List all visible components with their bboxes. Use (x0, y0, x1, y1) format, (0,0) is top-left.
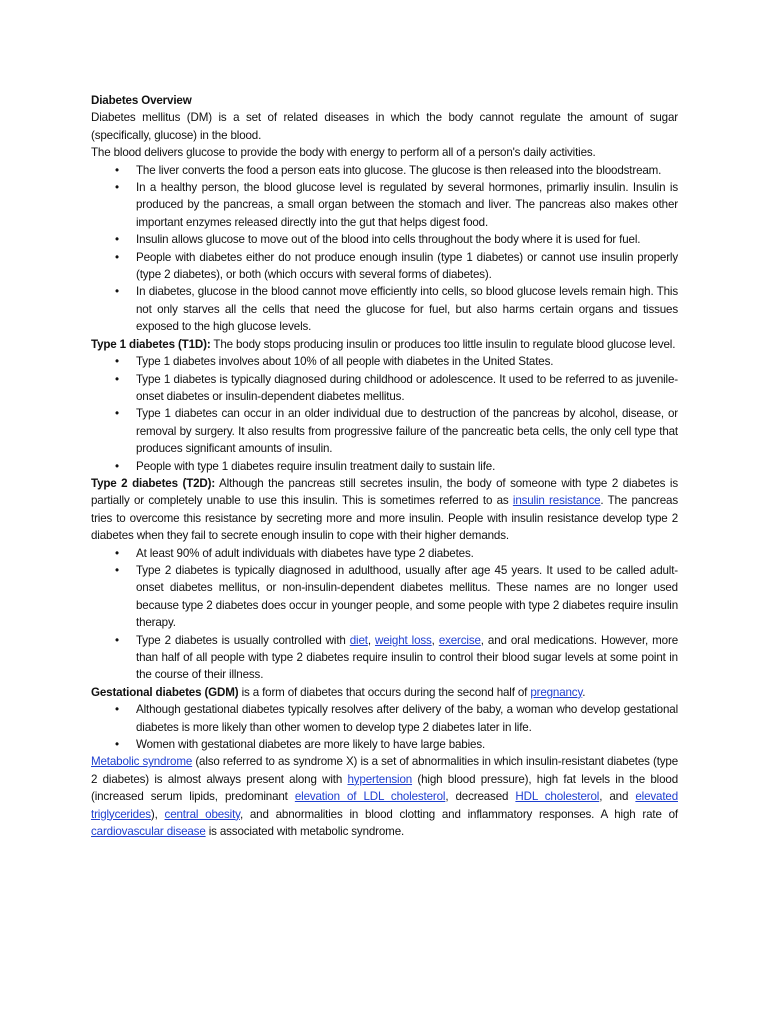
t1d-paragraph (91, 336, 678, 353)
list-item-text: , (431, 633, 439, 647)
list-item (91, 353, 678, 370)
triglycerides-link[interactable]: elevated triglycerides (91, 790, 678, 821)
list-item-text: People with diabetes either do not produce enough insulin (type 1 diabetes) or cannot use insulin properly (type 2 diabetes), or both (which occurs with several forms of diabetes). (136, 250, 678, 282)
bullet-glyph: • (115, 355, 119, 369)
t1d-heading: Type 1 diabetes (T1D): (91, 337, 211, 351)
list-item (91, 231, 678, 248)
bullet-glyph: • (115, 233, 119, 247)
bullet-glyph: • (115, 181, 119, 195)
list-item (91, 632, 678, 684)
overview-bullet-list (91, 162, 678, 336)
t2d-bullet-list (91, 545, 678, 684)
bullet-glyph: • (115, 459, 119, 473)
bullet-glyph: • (115, 633, 119, 647)
t2d-text-b: . The pancreas tries to overcome this resistance by secreting more and more insulin. People with insulin resistance develop type 2 diabetes when they fail to secrete enough insulin to cope with their higher demands. (91, 494, 678, 543)
insulin-resistance-link[interactable]: insulin resistance (512, 494, 601, 508)
bullet-glyph: • (115, 546, 119, 560)
list-item-text: , (367, 633, 375, 647)
list-item (91, 545, 678, 562)
list-item (91, 249, 678, 284)
list-item (91, 179, 678, 231)
intro-paragraph-1: Diabetes mellitus (DM) is a set of related diseases in which the body cannot regulate the amount of sugar (specifically, glucose) in the blood. (91, 111, 678, 142)
diet-link[interactable]: diet (349, 633, 368, 647)
list-item (91, 371, 678, 406)
weight-loss-link[interactable]: weight loss (374, 633, 432, 647)
t1d-bullet-list (91, 353, 678, 475)
list-item-text: Although gestational diabetes typically resolves after delivery of the baby, a woman who develop gestational diabetes is more likely than other women to develop type 2 diabetes later in life. (136, 703, 678, 734)
metabolic-text-d: , and (599, 790, 636, 804)
list-item-text: Type 1 diabetes can occur in an older individual due to destruction of the pancreas by alcohol, disease, or removal by surgery. It also results from progressive failure of the pancreatic beta cells, the only cell type that produces significant amounts of insulin. (136, 407, 678, 456)
hdl-cholesterol-link[interactable]: HDL cholesterol (515, 790, 600, 804)
bullet-glyph: • (115, 738, 119, 752)
ldl-cholesterol-link[interactable]: elevation of LDL cholesterol (294, 790, 446, 804)
document-page (91, 92, 678, 840)
bullet-glyph: • (115, 285, 119, 299)
list-item-text: At least 90% of adult individuals with diabetes have type 2 diabetes. (136, 546, 474, 560)
bullet-glyph: • (115, 703, 119, 717)
document-title: Diabetes Overview (91, 94, 192, 107)
metabolic-text-b: (high blood pressure), high fat levels in the blood (increased serum lipids, predominant (91, 772, 678, 804)
list-item (91, 701, 678, 736)
t1d-text: The body stops producing insulin or produces too little insulin to regulate blood glucose level. (210, 337, 676, 351)
list-item (91, 405, 678, 457)
list-item (91, 562, 678, 632)
list-item-text: People with type 1 diabetes require insulin treatment daily to sustain life. (136, 459, 496, 473)
gdm-paragraph (91, 684, 678, 701)
list-item-text: , and oral medications. However, more than half of all people with type 2 diabetes require insulin to control their blood sugar levels at some point in the course of their illness. (136, 633, 678, 682)
cardiovascular-disease-link[interactable]: cardiovascular disease (91, 825, 206, 839)
t2d-heading: Type 2 diabetes (T2D): (91, 476, 216, 490)
central-obesity-link[interactable]: central obesity (164, 807, 240, 821)
intro-paragraph-2: The blood delivers glucose to provide the body with energy to perform all of a person's daily activities. (91, 146, 596, 160)
list-item-text: Type 2 diabetes is typically diagnosed in adulthood, usually after age 45 years. It used to be called adult-onset diabetes mellitus, or non-insulin-dependent diabetes mellitus. These names are no longer used because type 2 diabetes does occur in younger people, and some people with type 2 diabetes require insulin therapy. (136, 563, 678, 630)
bullet-glyph: • (115, 372, 119, 386)
bullet-glyph: • (115, 163, 119, 177)
metabolic-text-e: ), (150, 807, 165, 821)
bullet-glyph: • (115, 563, 119, 577)
gdm-text: is a form of diabetes that occurs during the second half of (238, 685, 531, 699)
gdm-heading: Gestational diabetes (GDM) (91, 685, 239, 699)
gdm-bullet-list (91, 701, 678, 753)
metabolic-text-g: is associated with metabolic syndrome. (205, 825, 405, 839)
list-item (91, 458, 678, 475)
t2d-paragraph (91, 475, 678, 545)
list-item-text: Women with gestational diabetes are more likely to have large babies. (136, 738, 486, 752)
list-item-text: Insulin allows glucose to move out of the blood into cells throughout the body where it is used for fuel. (136, 233, 641, 247)
metabolic-text-f: , and abnormalities in blood clotting and inflammatory responses. A high rate of (239, 807, 678, 821)
list-item-text: Type 1 diabetes is typically diagnosed during childhood or adolescence. It used to be referred to as juvenile-onset diabetes or insulin-dependent diabetes mellitus. (136, 372, 678, 403)
list-item-text: Type 2 diabetes is usually controlled with (136, 633, 350, 647)
exercise-link[interactable]: exercise (438, 633, 481, 647)
metabolic-text-c: , decreased (445, 790, 516, 804)
list-item-text: In diabetes, glucose in the blood cannot move efficiently into cells, so blood glucose levels remain high. This not only starves all the cells that need the glucose for fuel, but also harms certain organs and tissues exposed to the high glucose levels. (136, 285, 678, 334)
gdm-text-end: . (582, 685, 586, 699)
pregnancy-link[interactable]: pregnancy (530, 685, 583, 699)
list-item-text: Type 1 diabetes involves about 10% of all people with diabetes in the United States. (136, 355, 554, 369)
bullet-glyph: • (115, 250, 119, 264)
metabolic-text-a: (also referred to as syndrome X) is a set of abnormalities in which insulin-resistant diabetes (type 2 diabetes) is almost always present along with (91, 755, 679, 786)
list-item-text: In a healthy person, the blood glucose level is regulated by several hormones, primarliy insulin. Insulin is produced by the pancreas, a small organ between the stomach and liver. The pancreas also makes other important enzymes released directly into the gut that helps digest food. (136, 181, 678, 229)
t2d-text-a: Although the pancreas still secretes insulin, the body of someone with type 2 diabetes is partially or completely unable to use this insulin. This is sometimes referred to as (91, 476, 678, 508)
hypertension-link[interactable]: hypertension (347, 772, 413, 786)
metabolic-syndrome-link[interactable]: Metabolic syndrome (91, 755, 193, 769)
list-item (91, 162, 678, 179)
list-item (91, 283, 678, 335)
bullet-glyph: • (115, 407, 119, 421)
metabolic-paragraph (91, 753, 678, 840)
list-item-text: The liver converts the food a person eats into glucose. The glucose is then released into the bloodstream. (136, 163, 662, 177)
list-item (91, 736, 678, 753)
